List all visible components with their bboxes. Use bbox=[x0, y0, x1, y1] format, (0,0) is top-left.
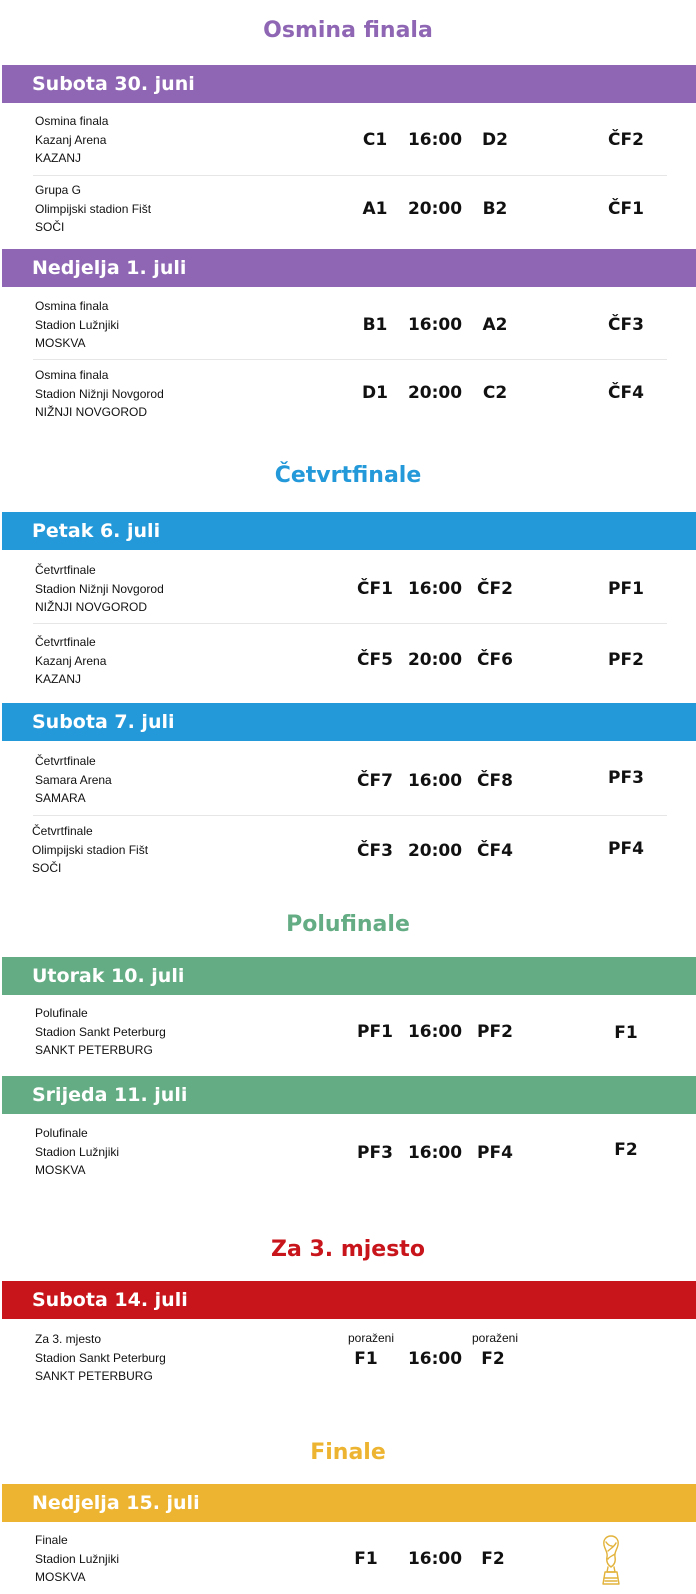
section-title-finale: Finale bbox=[310, 1440, 386, 1465]
team2: ČF2 bbox=[477, 579, 513, 599]
team2: ČF8 bbox=[477, 771, 513, 791]
next-round: ČF3 bbox=[608, 315, 644, 335]
day-header-nedjelja-1-juli: Nedjelja 1. juli bbox=[2, 249, 696, 287]
team1: D1 bbox=[362, 383, 388, 403]
day-header-subota-7-juli: Subota 7. juli bbox=[2, 703, 696, 741]
team1: C1 bbox=[362, 130, 388, 150]
match-city: SANKT PETERBURG bbox=[35, 1369, 153, 1383]
team1: ČF3 bbox=[357, 841, 393, 861]
row-divider bbox=[33, 175, 667, 176]
next-round: PF2 bbox=[608, 650, 644, 670]
match-info bbox=[35, 366, 164, 422]
match-time: 16:00 bbox=[407, 771, 463, 791]
next-round: ČF1 bbox=[608, 199, 644, 219]
next-round: ČF4 bbox=[608, 383, 644, 403]
match-city: KAZANJ bbox=[35, 151, 82, 165]
team2: A2 bbox=[482, 315, 508, 335]
team1: F1 bbox=[354, 1549, 378, 1569]
match-stage: Četvrtfinale bbox=[35, 754, 96, 768]
match-time: 16:00 bbox=[407, 579, 463, 599]
day-header-subota-14-juli: Subota 14. juli bbox=[2, 1281, 696, 1319]
match-city: SOČI bbox=[35, 220, 65, 234]
match-time: 16:00 bbox=[407, 1349, 463, 1369]
match-time: 16:00 bbox=[407, 1549, 463, 1569]
match-venue: Stadion Lužnjiki bbox=[35, 1551, 120, 1566]
match-time: 16:00 bbox=[407, 1143, 463, 1163]
team1: PF3 bbox=[357, 1143, 393, 1163]
match-time: 20:00 bbox=[407, 650, 463, 670]
team1: PF1 bbox=[357, 1022, 393, 1042]
match-city: NIŽNJI NOVGOROD bbox=[35, 600, 148, 614]
match-city: MOSKVA bbox=[35, 336, 86, 350]
team1: A1 bbox=[362, 199, 388, 219]
match-time: 16:00 bbox=[407, 1022, 463, 1042]
match-info bbox=[35, 1004, 166, 1060]
match-venue: Samara Arena bbox=[35, 772, 112, 787]
row-divider bbox=[33, 623, 667, 624]
team1: F1 bbox=[354, 1349, 378, 1369]
team1: ČF5 bbox=[357, 650, 393, 670]
team2-note: poraženi bbox=[471, 1331, 519, 1345]
match-city: MOSKVA bbox=[35, 1570, 86, 1584]
team2: D2 bbox=[482, 130, 508, 150]
match-venue: Stadion Lužnjiki bbox=[35, 1144, 120, 1159]
match-venue: Stadion Nižnji Novgorod bbox=[35, 386, 164, 401]
match-city: MOSKVA bbox=[35, 1163, 86, 1177]
team1: B1 bbox=[362, 315, 388, 335]
team2: PF4 bbox=[477, 1143, 513, 1163]
match-info bbox=[35, 752, 112, 808]
team2: F2 bbox=[481, 1349, 505, 1369]
match-city: SOČI bbox=[32, 861, 62, 875]
match-venue: Stadion Lužnjiki bbox=[35, 317, 120, 332]
next-round: F2 bbox=[614, 1140, 638, 1160]
match-info bbox=[35, 561, 164, 617]
match-time: 20:00 bbox=[407, 199, 463, 219]
row-divider bbox=[33, 815, 667, 816]
match-venue: Olimpijski stadion Fišt bbox=[32, 842, 149, 857]
team2: C2 bbox=[482, 383, 508, 403]
match-stage: Za 3. mjesto bbox=[35, 1332, 102, 1346]
match-time: 20:00 bbox=[407, 383, 463, 403]
match-info bbox=[35, 297, 119, 353]
row-divider bbox=[33, 359, 667, 360]
match-stage: Osmina finala bbox=[35, 114, 109, 128]
match-city: KAZANJ bbox=[35, 672, 82, 686]
match-city: SAMARA bbox=[35, 791, 86, 805]
match-stage: Polufinale bbox=[35, 1006, 88, 1020]
team2: B2 bbox=[482, 199, 508, 219]
section-title-osmina-finala: Osmina finala bbox=[263, 18, 433, 43]
match-stage: Finale bbox=[35, 1533, 68, 1547]
team2: F2 bbox=[481, 1549, 505, 1569]
match-stage: Grupa G bbox=[35, 183, 82, 197]
match-venue: Stadion Nižnji Novgorod bbox=[35, 581, 164, 596]
match-stage: Četvrtfinale bbox=[35, 563, 96, 577]
next-round: F1 bbox=[614, 1023, 638, 1043]
match-city: NIŽNJI NOVGOROD bbox=[35, 405, 148, 419]
match-stage: Osmina finala bbox=[35, 299, 109, 313]
match-time: 16:00 bbox=[407, 315, 463, 335]
section-title-cetvrtfinale: Četvrtfinale bbox=[274, 463, 422, 488]
match-info bbox=[35, 181, 151, 237]
team1-note: poraženi bbox=[347, 1331, 395, 1345]
match-time: 20:00 bbox=[407, 841, 463, 861]
match-venue: Kazanj Arena bbox=[35, 132, 107, 147]
next-round: PF3 bbox=[608, 768, 644, 788]
team1: ČF1 bbox=[357, 579, 393, 599]
next-round: PF4 bbox=[608, 839, 644, 859]
team2: ČF4 bbox=[477, 841, 513, 861]
match-info bbox=[35, 633, 106, 689]
match-stage: Osmina finala bbox=[35, 368, 109, 382]
match-info bbox=[35, 1124, 119, 1180]
day-header-subota-30-juni: Subota 30. juni bbox=[2, 65, 696, 103]
match-stage: Četvrtfinale bbox=[35, 635, 96, 649]
day-header-srijeda-11-juli: Srijeda 11. juli bbox=[2, 1076, 696, 1114]
match-venue: Stadion Sankt Peterburg bbox=[35, 1350, 166, 1365]
match-venue: Stadion Sankt Peterburg bbox=[35, 1024, 166, 1039]
team2: PF2 bbox=[477, 1022, 513, 1042]
match-time: 16:00 bbox=[407, 130, 463, 150]
team1: ČF7 bbox=[357, 771, 393, 791]
match-info bbox=[32, 822, 148, 878]
section-title-polufinale: Polufinale bbox=[286, 912, 410, 937]
day-header-petak-6-juli: Petak 6. juli bbox=[2, 512, 696, 550]
trophy-icon bbox=[596, 1534, 626, 1586]
section-title-za-3-mjesto: Za 3. mjesto bbox=[271, 1237, 425, 1262]
match-stage: Polufinale bbox=[35, 1126, 88, 1140]
match-venue: Kazanj Arena bbox=[35, 653, 107, 668]
day-header-utorak-10-juli: Utorak 10. juli bbox=[2, 957, 696, 995]
next-round: PF1 bbox=[608, 579, 644, 599]
match-city: SANKT PETERBURG bbox=[35, 1043, 153, 1057]
next-round: ČF2 bbox=[608, 130, 644, 150]
match-info bbox=[35, 1531, 119, 1587]
match-stage: Četvrtfinale bbox=[32, 824, 93, 838]
day-header-nedjelja-15-juli: Nedjelja 15. juli bbox=[2, 1484, 696, 1522]
match-info bbox=[35, 1330, 166, 1386]
match-info bbox=[35, 112, 108, 168]
match-venue: Olimpijski stadion Fišt bbox=[35, 201, 152, 216]
team2: ČF6 bbox=[477, 650, 513, 670]
